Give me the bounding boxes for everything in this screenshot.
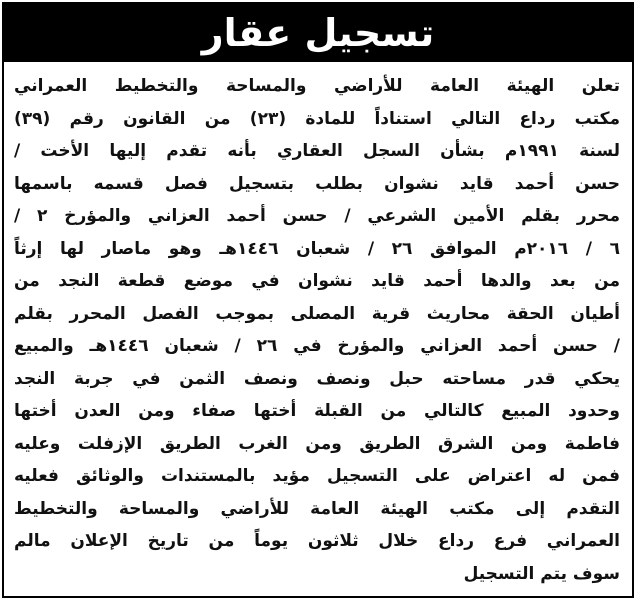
notice-line: وحدود المبيع كالتالي من القبلة أختها صفاء ومن العدن أختها — [14, 401, 620, 421]
notice-line: يحكي قدر مساحته حبل ونصف ونصف الثمن في جربة النجد — [14, 368, 620, 389]
notice-line: تعلن الهيئة العامة للأراضي والمساحة والتخطيط العمراني — [14, 76, 620, 96]
property-registration-notice — [2, 2, 634, 598]
notice-header-bar — [4, 4, 632, 62]
notice-line: حسن أحمد قايد نشوان بطلب بتسجيل فصل قسمه باسمها — [14, 173, 620, 194]
notice-title: تسجيل عقار — [201, 11, 435, 55]
notice-line: فاطمة ومن الشرق الطريق ومن الغرب الطريق الإزفلت وعليه — [14, 433, 620, 454]
notice-line: أطيان الحقة محاريث قرية المصلى بموجب الفصل المحرر بقلم — [14, 303, 620, 324]
notice-line: لسنة ١٩٩١م بشأن السجل العقاري بأنه تقدم إليها الأخت / — [14, 141, 620, 161]
notice-line: التقدم إلى مكتب الهيئة العامة للأراضي والمساحة والتخطيط — [14, 498, 620, 519]
notice-line: / حسن أحمد العزاني والمؤرخ في ٢٦ / شعبان ١٤٤٦هـ والمبيع — [14, 336, 620, 356]
notice-line: من بعد والدها أحمد قايد نشوان في موضع قطعة النجد من — [14, 271, 620, 291]
notice-line-final: سوف يتم التسجيل — [463, 563, 620, 584]
notice-line: فمن له اعتراض على التسجيل مؤيد بالمستندات والوثائق فعليه — [14, 466, 620, 486]
notice-body — [14, 70, 620, 590]
notice-line: العمراني فرع رداع خلال ثلاثون يوماً من تاريخ الإعلان مالم — [14, 531, 620, 551]
notice-line: مكتب رداع التالي استناداً للمادة (٢٣) من القانون رقم (٣٩) — [14, 108, 620, 129]
notice-line: ٦ / ٢٠١٦م الموافق ٢٦ / شعبان ١٤٤٦هـ وهو ماصار لها إرثاً — [14, 238, 620, 259]
notice-line: محرر بقلم الأمين الشرعي / حسن أحمد العزاني والمؤرخ ٢ / — [14, 206, 620, 226]
